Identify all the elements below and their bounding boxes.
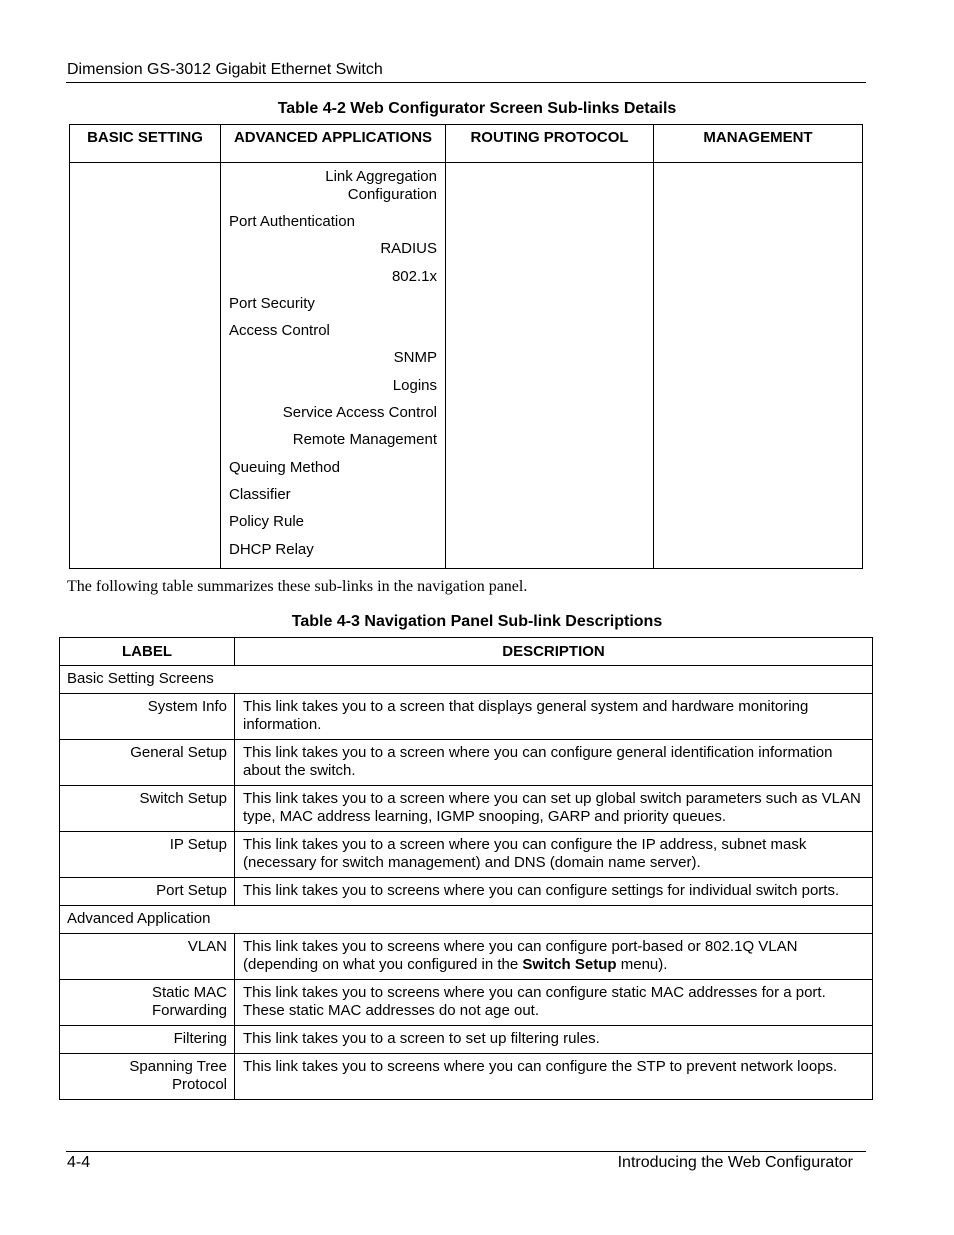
table42 (69, 124, 863, 569)
table-row (60, 740, 873, 786)
advanced-items-list (221, 168, 445, 568)
advanced-item: SNMP (393, 349, 437, 367)
advanced-item: Port Authentication (229, 213, 355, 230)
spanning-tree-label-line1: Spanning Tree (129, 1058, 227, 1075)
row-label-ip-setup: IP Setup (60, 832, 235, 878)
row-desc-vlan (235, 934, 873, 980)
table43-section-row (60, 906, 873, 934)
row-desc-port-setup: This link takes you to screens where you can configure settings for individual switch ports. (235, 878, 873, 906)
row-desc-static-mac: This link takes you to screens where you can configure static MAC addresses for a port. These static MAC addresses do not age out. (235, 980, 873, 1026)
table42-header-routing: ROUTING PROTOCOL (446, 125, 654, 163)
table-row (60, 980, 873, 1026)
advanced-item: Link Aggregation Configuration (325, 168, 437, 203)
row-label-general-setup: General Setup (60, 740, 235, 786)
advanced-item: Logins (392, 376, 437, 394)
row-desc-general-setup: This link takes you to a screen where you can configure general identification information about the switch. (235, 740, 873, 786)
row-label-vlan: VLAN (60, 934, 235, 980)
table42-header-row (70, 125, 863, 163)
table-row (60, 1054, 873, 1100)
chapter-title: Introducing the Web Configurator (617, 1154, 853, 1171)
advanced-item: Access Control (229, 322, 330, 340)
table43-section-row (60, 666, 873, 694)
row-desc-spanning-tree: This link takes you to screens where you can configure the STP to prevent network loops. (235, 1054, 873, 1100)
page-header: Dimension GS-3012 Gigabit Ethernet Switch (67, 61, 383, 78)
table43-header-description: DESCRIPTION (235, 638, 873, 666)
advanced-item: Remote Management (292, 431, 437, 449)
table42-body-row (70, 163, 863, 569)
row-label-port-setup: Port Setup (60, 878, 235, 906)
row-desc-system-info: This link takes you to a screen that displays general system and hardware monitoring information. (235, 694, 873, 740)
table42-advanced-cell (221, 163, 446, 569)
section-advanced-application: Advanced Application (60, 906, 873, 934)
spanning-tree-label-line2: Protocol (171, 1076, 227, 1093)
advanced-item: Service Access Control (282, 404, 437, 422)
table43-header-label: LABEL (60, 638, 235, 666)
page-number: 4-4 (67, 1154, 91, 1171)
table42-header-management: MANAGEMENT (654, 125, 863, 163)
static-mac-label-line1: Static MAC (151, 984, 227, 1001)
table43-caption: Table 4-3 Navigation Panel Sub-link Descriptions (291, 613, 663, 630)
table43-header-row (60, 638, 873, 666)
advanced-item: Port Security (229, 294, 315, 312)
vlan-desc-after: menu). (616, 956, 668, 973)
advanced-item: Policy Rule (229, 513, 305, 531)
advanced-item: Classifier (229, 485, 291, 503)
table42-header-advanced: ADVANCED APPLICATIONS (221, 125, 446, 163)
table-row (60, 786, 873, 832)
header-rule (66, 82, 866, 83)
table-row (60, 694, 873, 740)
table42-caption: Table 4-2 Web Configurator Screen Sub-links Details (277, 100, 677, 117)
advanced-item: DHCP Relay (229, 540, 314, 558)
table42-routing-cell (446, 163, 654, 569)
table42-basic-cell (70, 163, 221, 569)
table-row (60, 934, 873, 980)
advanced-item: 802.1x (391, 267, 437, 285)
advanced-item: RADIUS (380, 240, 437, 258)
row-label-system-info: System Info (60, 694, 235, 740)
section-basic-setting: Basic Setting Screens (60, 666, 873, 694)
static-mac-label-line2: Forwarding (151, 1002, 227, 1019)
row-desc-switch-setup: This link takes you to a screen where you can set up global switch parameters such as VLAN type, MAC address learning, IGMP snooping, GARP and priority queues. (235, 786, 873, 832)
table42-management-cell (654, 163, 863, 569)
table-row (60, 1026, 873, 1054)
footer-rule (66, 1151, 866, 1152)
row-label-filtering: Filtering (60, 1026, 235, 1054)
intro-paragraph: The following table summarizes these sub-links in the navigation panel. (67, 578, 528, 595)
row-label-spanning-tree (60, 1054, 235, 1100)
table-row (60, 832, 873, 878)
row-desc-filtering: This link takes you to a screen to set up filtering rules. (235, 1026, 873, 1054)
row-desc-ip-setup: This link takes you to a screen where you can configure the IP address, subnet mask (necessary for switch management) and DNS (domain name server). (235, 832, 873, 878)
vlan-desc-bold: Switch Setup (522, 956, 617, 973)
vlan-desc-before: This link takes you to screens where you can configure port-based or 802.1Q VLAN (depending on what you configured in the (243, 938, 798, 973)
row-label-switch-setup: Switch Setup (60, 786, 235, 832)
advanced-item: Queuing Method (229, 458, 340, 476)
table42-header-basic: BASIC SETTING (70, 125, 221, 163)
table43 (59, 637, 873, 1100)
table-row (60, 878, 873, 906)
row-label-static-mac (60, 980, 235, 1026)
